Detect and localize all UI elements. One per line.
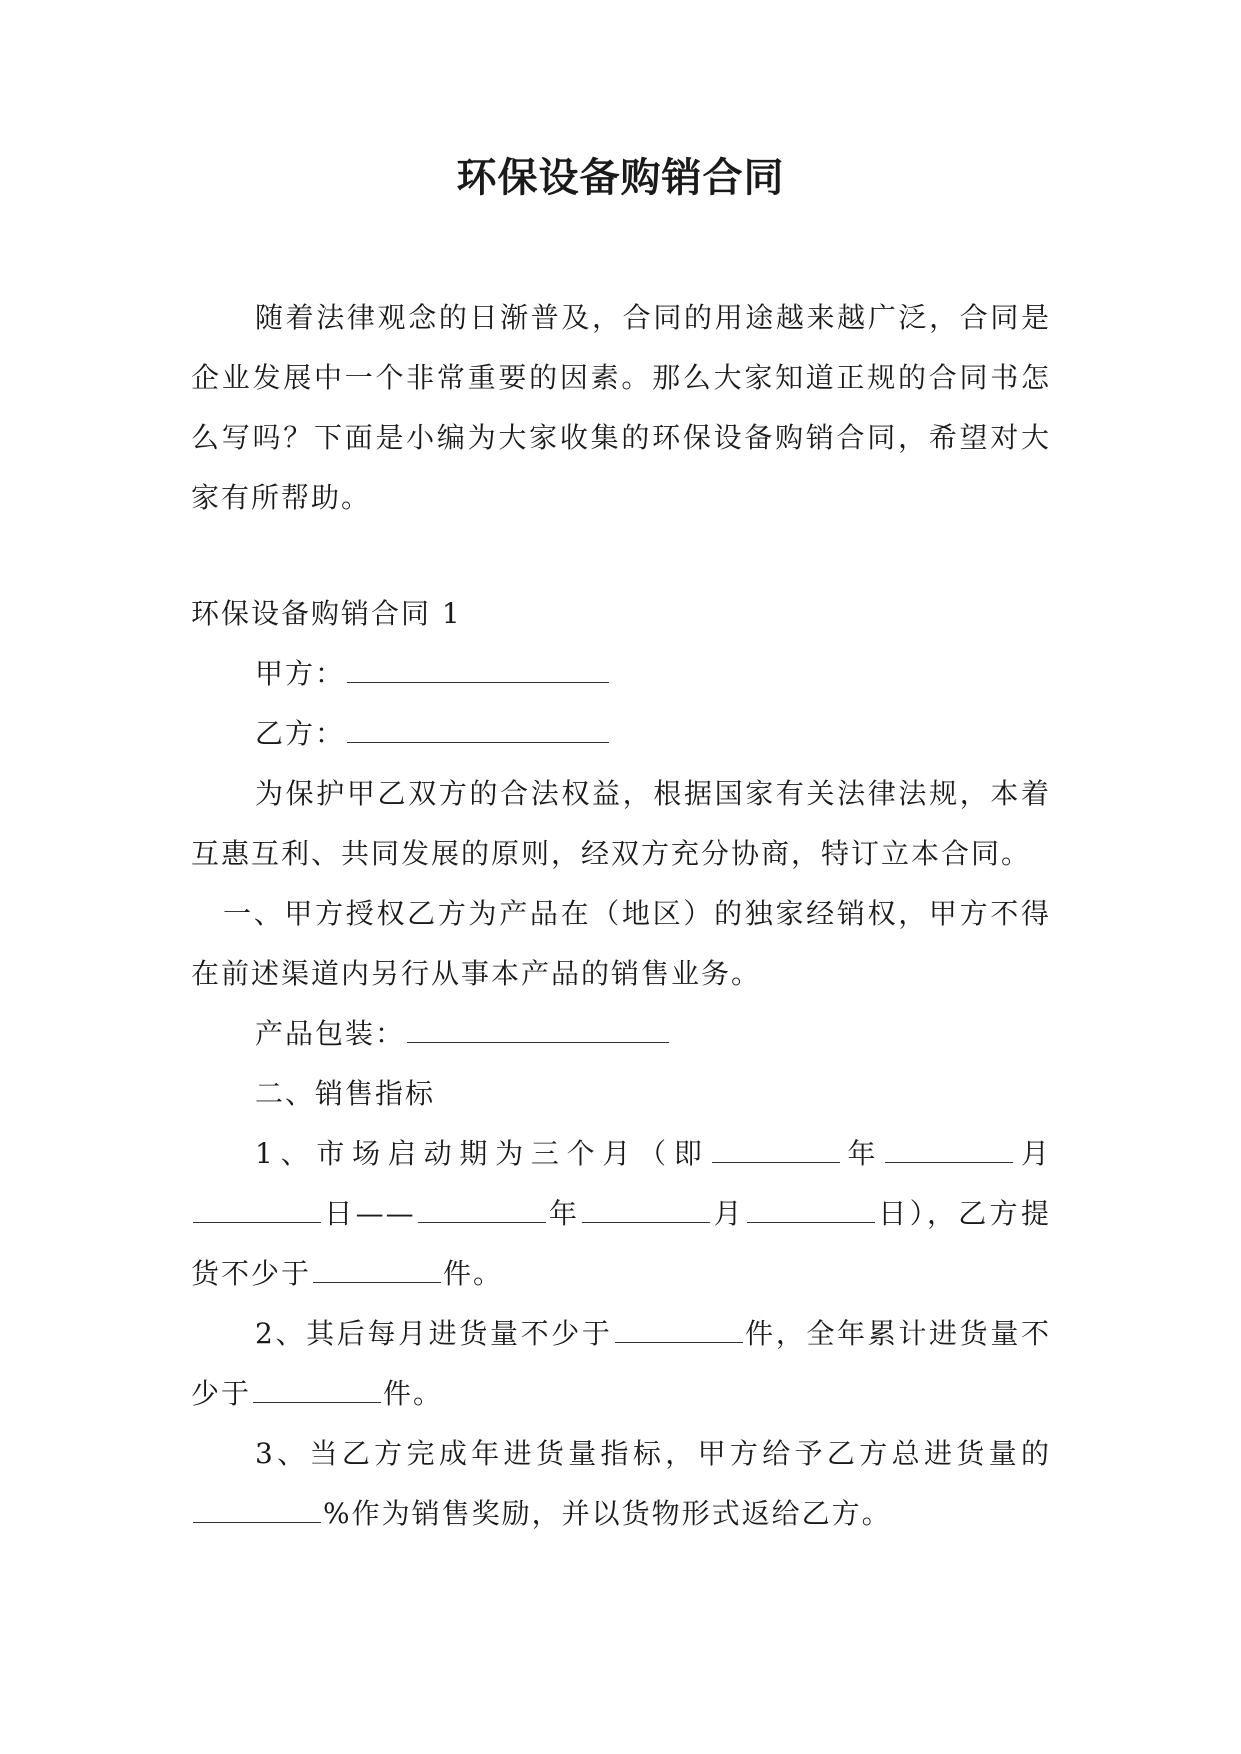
- packaging-line: [191, 1004, 1051, 1064]
- document-body: [191, 288, 1051, 1544]
- item-1-month: 月: [1015, 1137, 1051, 1170]
- party-a-label: 甲方：: [255, 657, 346, 690]
- item-1-blank-6: [747, 1192, 875, 1223]
- party-b-blank: [347, 712, 609, 743]
- item-3-text-b: 的: [1020, 1437, 1051, 1470]
- clause-1-paragraph: 一、甲方授权乙方为产品在（地区）的独家经销权，甲方不得在前述渠道内另行从事本产品的销售业务。: [191, 897, 1051, 990]
- party-b-label: 乙方：: [255, 717, 346, 750]
- item-1-year: 年: [841, 1137, 884, 1170]
- section-heading: 环保设备购销合同 1: [191, 597, 462, 630]
- item-3-blank-1: [193, 1492, 321, 1523]
- item-1-blank-2: [885, 1132, 1013, 1163]
- item-1-blank-4: [418, 1192, 546, 1223]
- document-title: 环保设备购销合同: [456, 155, 785, 201]
- preamble-paragraph: 为保护甲乙双方的合法权益，根据国家有关法律法规，本着互惠互利、共同发展的原则，经双方充分协商，特订立本合同。: [191, 777, 1051, 870]
- item-1-blank-1: [712, 1132, 840, 1163]
- item-1-blank-5: [582, 1192, 710, 1223]
- packaging-label: 产品包装：: [255, 1017, 406, 1050]
- item-3-text-c: %作为销售奖励，并以货物形式返给乙方。: [323, 1497, 892, 1530]
- item-1-unit: 件。: [443, 1257, 504, 1290]
- item-1-blank-3: [193, 1192, 321, 1223]
- clause-2-heading: 二、销售指标: [255, 1077, 436, 1110]
- item-2-blank-2: [253, 1372, 381, 1403]
- item-1-day-close: 日），乙方: [876, 1197, 1021, 1230]
- item-1-day-dash: 日——: [323, 1197, 416, 1230]
- item-1-month-2: 月: [712, 1197, 745, 1230]
- packaging-blank: [407, 1012, 669, 1043]
- item-2-text-a: 2、其后每月进货量不少于: [255, 1317, 613, 1350]
- item-2-text-c: 量不少于: [191, 1317, 1051, 1410]
- item-1-tail: 提货不少于: [191, 1197, 1051, 1290]
- item-1-blank-7: [313, 1252, 441, 1283]
- item-1-year-2: 年: [547, 1197, 581, 1230]
- item-2-blank-1: [615, 1312, 743, 1343]
- item-2-paragraph: [191, 1304, 1051, 1424]
- item-3-paragraph: [191, 1424, 1051, 1544]
- item-1-text-a: 1、市场启动期为三个月（即: [255, 1137, 710, 1170]
- item-3-text-a: 3、当乙方完成年进货量指标，甲方给予乙方总进货量: [255, 1437, 1021, 1470]
- item-2-text-b: 件，全年累计进货: [744, 1317, 991, 1350]
- intro-paragraph: 随着法律观念的日渐普及，合同的用途越来越广泛，合同是企业发展中一个非常重要的因素。那么大家知道正规的合同书怎么写吗？下面是小编为大家收集的环保设备购销合同，希望对大家有所帮助。: [191, 301, 1051, 514]
- party-a-line: [191, 644, 1051, 704]
- item-2-text-d: 件。: [383, 1377, 444, 1410]
- item-1-paragraph: [191, 1124, 1051, 1304]
- party-b-line: [191, 704, 1051, 764]
- party-a-blank: [347, 652, 609, 683]
